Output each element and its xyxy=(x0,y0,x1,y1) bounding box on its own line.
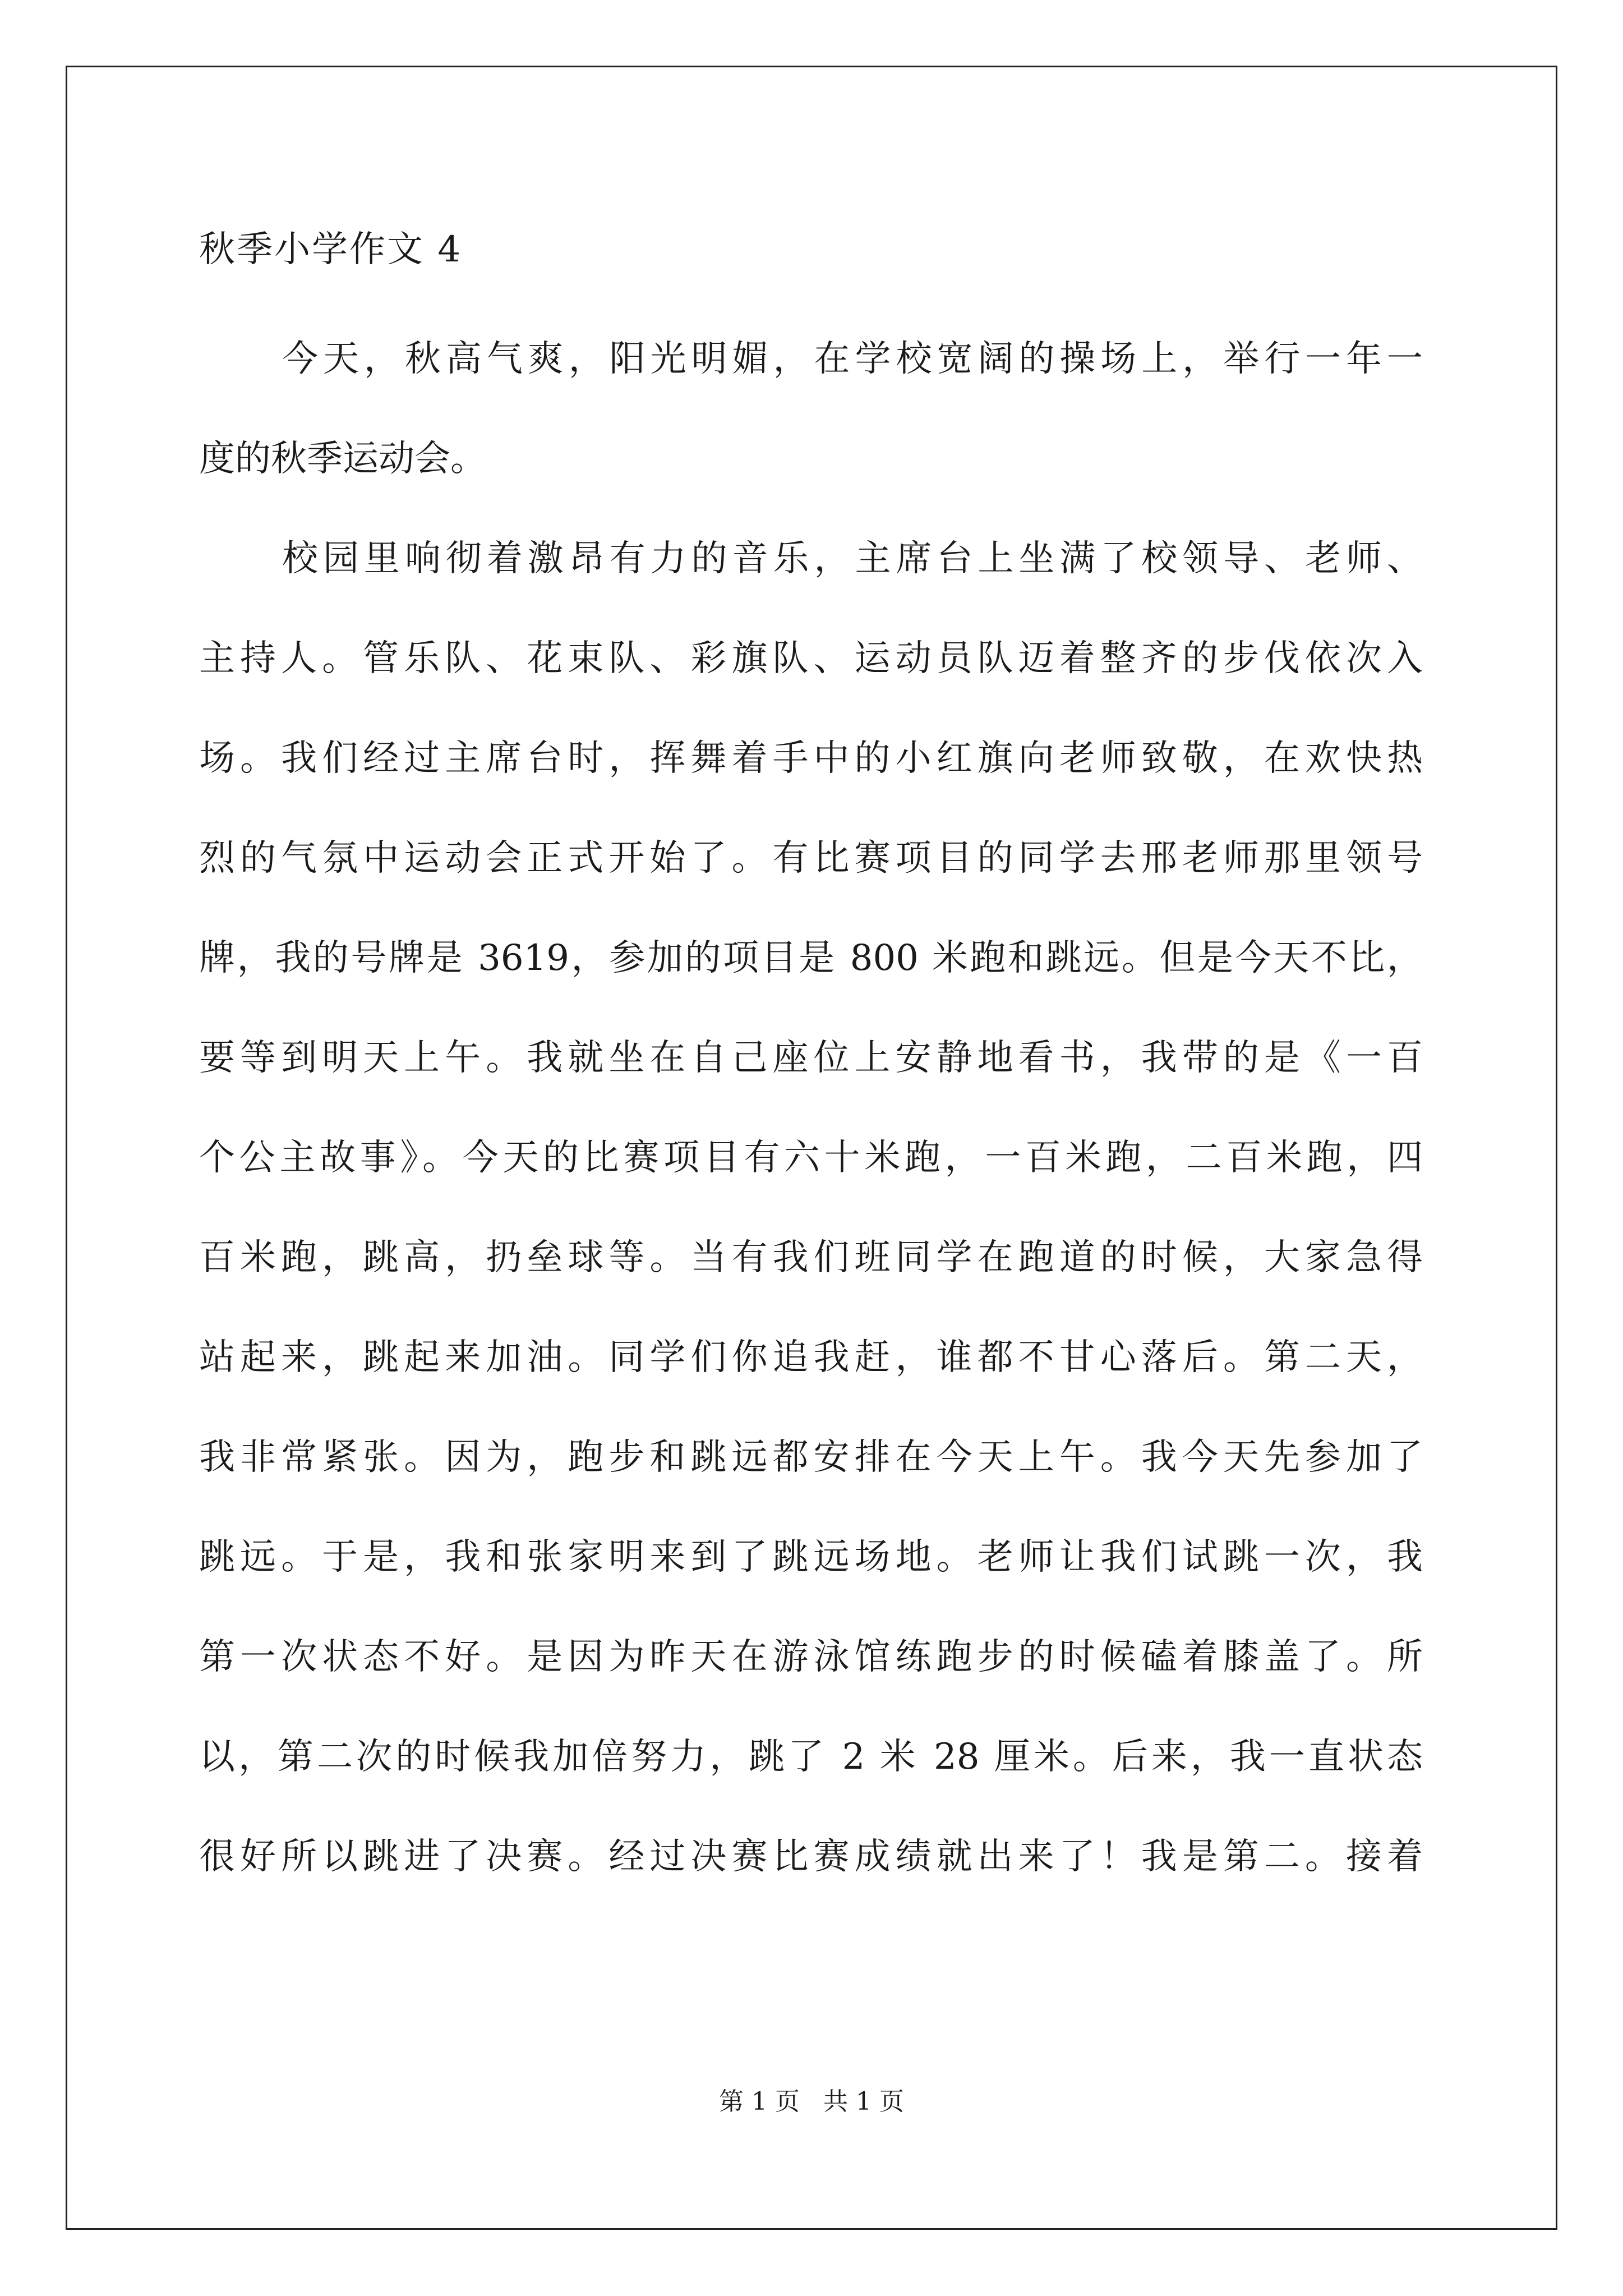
paragraph-1-line-2: 度的秋季运动会。 xyxy=(199,438,486,480)
paragraph-2-line-4: 烈的气氛中运动会正式开始了。有比赛项目的同学去邢老师那里领号 xyxy=(199,838,1423,879)
paragraph-2-line-7: 个公主故事》。今天的比赛项目有六十米跑，一百米跑，二百米跑，四 xyxy=(199,1137,1423,1179)
paragraph-2-line-5: 牌，我的号牌是 3619，参加的项目是 800 米跑和跳远。但是今天不比， xyxy=(199,937,1423,979)
paragraph-2-line-8: 百米跑，跳高，扔垒球等。当有我们班同学在跑道的时候，大家急得 xyxy=(199,1237,1423,1278)
paragraph-2-line-10: 我非常紧张。因为，跑步和跳远都安排在今天上午。我今天先参加了 xyxy=(199,1437,1423,1478)
paragraph-2-line-13: 以，第二次的时候我加倍努力，跳了 2 米 28 厘米。后来，我一直状态 xyxy=(199,1736,1423,1778)
page-footer: 第 1 页 共 1 页 xyxy=(719,2087,904,2116)
paragraph-2-line-12: 第一次状态不好。是因为昨天在游泳馆练跑步的时候磕着膝盖了。所 xyxy=(199,1636,1423,1678)
paragraph-2-line-6: 要等到明天上午。我就坐在自己座位上安静地看书，我带的是《一百 xyxy=(199,1037,1423,1079)
paragraph-2-line-2: 主持人。管乐队、花束队、彩旗队、运动员队迈着整齐的步伐依次入 xyxy=(199,638,1423,679)
paragraph-2-line-9: 站起来，跳起来加油。同学们你追我赶，谁都不甘心落后。第二天， xyxy=(199,1337,1423,1378)
paragraph-1-line-1: 今天，秋高气爽，阳光明媚，在学校宽阔的操场上，举行一年一 xyxy=(282,338,1423,380)
paragraph-2-line-1: 校园里响彻着激昂有力的音乐，主席台上坐满了校领导、老师、 xyxy=(282,538,1423,579)
paragraph-2-line-14: 很好所以跳进了决赛。经过决赛比赛成绩就出来了！我是第二。接着 xyxy=(199,1836,1423,1878)
paragraph-2-line-3: 场。我们经过主席台时，挥舞着手中的小红旗向老师致敬，在欢快热 xyxy=(199,738,1423,779)
document-title: 秋季小学作文 4 xyxy=(199,229,463,270)
paragraph-2-line-11: 跳远。于是，我和张家明来到了跳远场地。老师让我们试跳一次，我 xyxy=(199,1536,1423,1578)
